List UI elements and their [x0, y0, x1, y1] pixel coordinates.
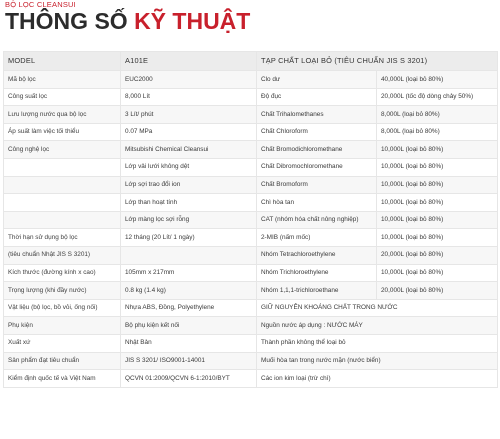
- spec-value: 12 tháng (20 Lít/ 1 ngày): [121, 229, 257, 247]
- header-impurities: TẠP CHẤT LOẠI BỎ (TIÊU CHUẨN JIS S 3201): [257, 52, 498, 71]
- impurity-name: Chất Chloroform: [257, 123, 377, 141]
- spec-value: [121, 246, 257, 264]
- impurity-capacity: 8,000L (loại bỏ 80%): [377, 106, 498, 124]
- impurity-name: Chất Trihalomethanes: [257, 106, 377, 124]
- spec-value: Lớp màng lọc sợi rỗng: [121, 211, 257, 229]
- spec-value: Nhật Bản: [121, 334, 257, 352]
- spec-table: [3, 51, 498, 388]
- spec-value: Lớp than hoạt tính: [121, 194, 257, 212]
- spec-value: Lớp vải lưới không dệt: [121, 158, 257, 176]
- title-part-1: THÔNG SỐ: [5, 8, 135, 34]
- impurity-name: Chất Dibromochloromethane: [257, 158, 377, 176]
- impurity-capacity: 10,000L (loại bỏ 80%): [377, 194, 498, 212]
- table-row: [4, 176, 498, 194]
- impurity-capacity: 20,000L (tốc độ dòng chảy 50%): [377, 88, 498, 106]
- impurity-name: Nhóm Trichloroethylene: [257, 264, 377, 282]
- page-title: [5, 8, 250, 34]
- spec-value: 105mm x 217mm: [121, 264, 257, 282]
- impurity-name: Chì hòa tan: [257, 194, 377, 212]
- header-product: A101E: [121, 52, 257, 71]
- spec-value: 8,000 Lít: [121, 88, 257, 106]
- impurity-name: Clo dư: [257, 71, 377, 89]
- spec-value: Mitsubishi Chemical Cleansui: [121, 141, 257, 159]
- impurity-capacity: 10,000L (loại bỏ 80%): [377, 264, 498, 282]
- impurity-name: Thành phần không thể loại bỏ: [257, 334, 498, 352]
- spec-label: Trọng lượng (khi đầy nước): [4, 282, 121, 300]
- brand-label: BỘ LỌC CLEANSUI: [5, 0, 76, 9]
- spec-label: Kích thước (đường kính x cao): [4, 264, 121, 282]
- spec-label: Mã bộ lọc: [4, 71, 121, 89]
- table-row: [4, 123, 498, 141]
- table-row: [4, 71, 498, 89]
- table-header-row: [4, 52, 498, 71]
- impurity-name: Chất Bromodichloromethane: [257, 141, 377, 159]
- impurity-name: Độ đục: [257, 88, 377, 106]
- spec-label: Sản phẩm đạt tiêu chuẩn: [4, 352, 121, 370]
- impurity-capacity: 10,000L (loại bỏ 80%): [377, 141, 498, 159]
- spec-value: EUC2000: [121, 71, 257, 89]
- spec-label: Phụ kiện: [4, 317, 121, 335]
- impurity-capacity: 10,000L (loại bỏ 80%): [377, 158, 498, 176]
- impurity-capacity: 10,000L (loại bỏ 80%): [377, 176, 498, 194]
- impurity-name: 2-MIB (nấm mốc): [257, 229, 377, 247]
- table-row: [4, 211, 498, 229]
- table-row: [4, 229, 498, 247]
- title-part-2: KỸ THUẬT: [134, 8, 251, 34]
- spec-label: [4, 158, 121, 176]
- impurity-name: Nhóm Tetrachloroethylene: [257, 246, 377, 264]
- spec-value: 0.07 MPa: [121, 123, 257, 141]
- impurity-name: GIỮ NGUYÊN KHOÁNG CHẤT TRONG NƯỚC: [257, 299, 498, 317]
- impurity-capacity: 40,000L (loại bỏ 80%): [377, 71, 498, 89]
- impurity-name: Nhóm 1,1,1-trichloroethane: [257, 282, 377, 300]
- spec-label: [4, 176, 121, 194]
- impurity-name: Chất Bromoform: [257, 176, 377, 194]
- table-row: [4, 282, 498, 300]
- impurity-name: Nguồn nước áp dụng : NƯỚC MÁY: [257, 317, 498, 335]
- impurity-name: Các ion kim loại (trừ chì): [257, 370, 498, 388]
- spec-label: Công nghệ lọc: [4, 141, 121, 159]
- table-row: [4, 88, 498, 106]
- spec-label: (tiêu chuẩn Nhật JIS S 3201): [4, 246, 121, 264]
- table-row: [4, 194, 498, 212]
- spec-label: Xuất xứ: [4, 334, 121, 352]
- spec-label: Công suất lọc: [4, 88, 121, 106]
- impurity-capacity: 8,000L (loại bỏ 80%): [377, 123, 498, 141]
- table-row: [4, 352, 498, 370]
- spec-label: Vật liệu (bộ lọc, bồ vỏi, ống nối): [4, 299, 121, 317]
- impurity-capacity: 20,000L (loại bỏ 80%): [377, 282, 498, 300]
- table-row: [4, 299, 498, 317]
- spec-value: JIS S 3201/ ISO9001-14001: [121, 352, 257, 370]
- spec-value: Nhựa ABS, Đồng, Polyethylene: [121, 299, 257, 317]
- impurity-name: CAT (nhóm hóa chất nông nghiệp): [257, 211, 377, 229]
- spec-value: 3 Lít/ phút: [121, 106, 257, 124]
- spec-label: Áp suất làm việc tối thiểu: [4, 123, 121, 141]
- spec-label: [4, 211, 121, 229]
- table-row: [4, 370, 498, 388]
- impurity-capacity: 10,000L (loại bỏ 80%): [377, 229, 498, 247]
- table-row: [4, 317, 498, 335]
- impurity-name: Muối hòa tan trong nước mặn (nước biển): [257, 352, 498, 370]
- spec-label: Thời hạn sử dụng bộ lọc: [4, 229, 121, 247]
- table-row: [4, 246, 498, 264]
- spec-value: QCVN 01:2009/QCVN 6-1:2010/BYT: [121, 370, 257, 388]
- spec-label: Kiểm định quốc tế và Việt Nam: [4, 370, 121, 388]
- table-row: [4, 334, 498, 352]
- impurity-capacity: 10,000L (loại bỏ 80%): [377, 211, 498, 229]
- impurity-capacity: 20,000L (loại bỏ 80%): [377, 246, 498, 264]
- table-row: [4, 158, 498, 176]
- spec-value: 0.8 kg (1.4 kg): [121, 282, 257, 300]
- table-row: [4, 106, 498, 124]
- table-row: [4, 141, 498, 159]
- header-model: MODEL: [4, 52, 121, 71]
- spec-label: Lưu lượng nước qua bộ lọc: [4, 106, 121, 124]
- table-row: [4, 264, 498, 282]
- spec-value: Bộ phụ kiện kết nối: [121, 317, 257, 335]
- spec-label: [4, 194, 121, 212]
- spec-value: Lớp sợi trao đổi ion: [121, 176, 257, 194]
